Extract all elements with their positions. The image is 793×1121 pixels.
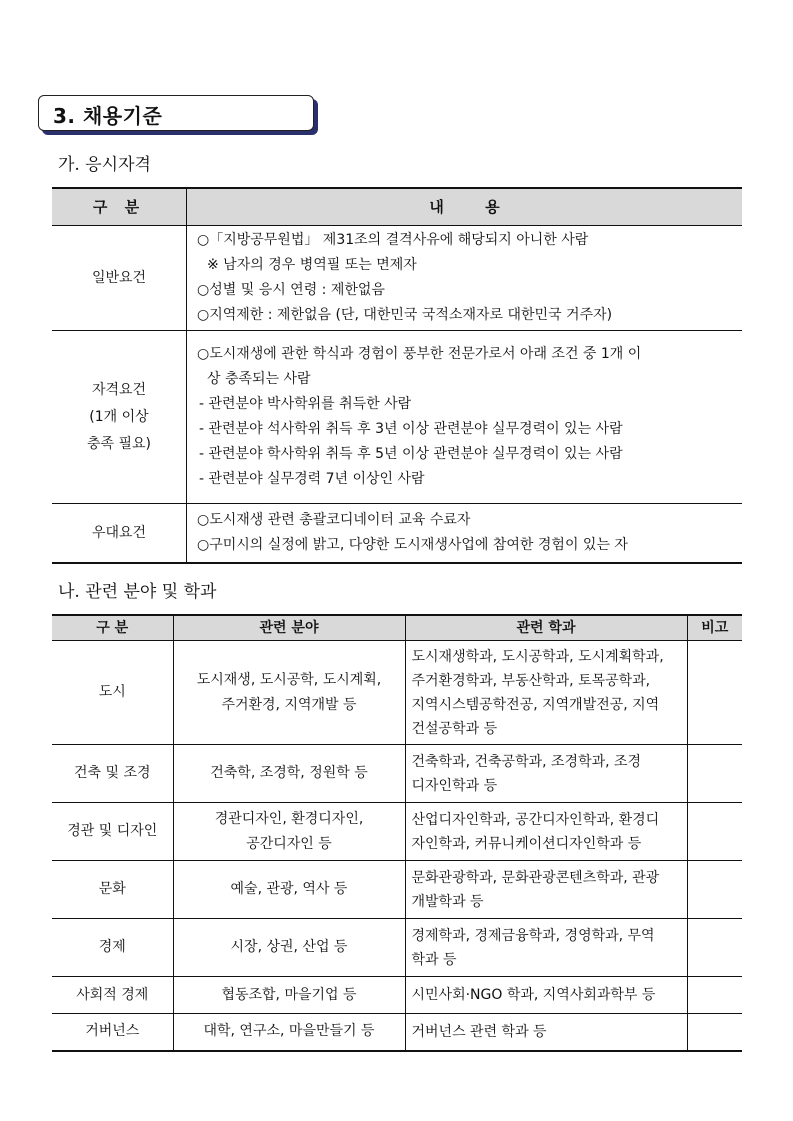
row-category: 경관 및 디자인 [52,803,173,861]
section-heading [53,100,162,129]
dept-line: 건설공학과 등 [411,720,498,737]
row-category [52,504,187,564]
related-fields-table [52,614,742,1052]
row-content [187,504,743,564]
row-field [173,745,405,803]
table-row [52,861,742,919]
subheading-eligibility: 가. 응시자격 [58,155,151,175]
field-line: 공간디자인 등 [246,835,332,852]
row-note [687,803,742,861]
content-line: - 관련분야 석사학위 취득 후 3년 이상 관련분야 실무경력이 있는 사람 [199,421,623,437]
eligibility-table [52,187,742,564]
header-category: 구 분 [52,188,187,226]
content-line: ※ 남자의 경우 병역필 또는 면제자 [207,257,417,273]
table-row [52,745,742,803]
content-line: ○「지방공무원법」 제31조의 결격사유에 해당되지 아니한 사람 [197,232,589,248]
row-note [687,641,742,745]
row-category: 사회적 경제 [52,977,173,1014]
row-note [687,745,742,803]
row-category: 문화 [52,861,173,919]
field-line: 경관디자인, 환경디자인, [214,810,364,827]
dept-line: 문화관광학과, 문화관광콘텐츠학과, 관광 [411,869,660,886]
row-category: 거버넌스 [52,1014,173,1051]
content-line: ○도시재생에 관한 학식과 경험이 풍부한 전문가로서 아래 조건 중 1개 이 [197,346,642,362]
field-line: 협동조합, 마을기업 등 [221,986,357,1003]
row-field [173,803,405,861]
table-row [52,977,742,1014]
field-line: 시장, 상권, 산업 등 [230,939,348,955]
table-row [52,504,742,564]
table-header-row [52,188,742,226]
header-department: 관련 학과 [405,615,687,641]
row-category: 건축 및 조경 [52,745,173,803]
header-category: 구 분 [52,615,173,641]
table-row [52,641,742,745]
table-row [52,1014,742,1051]
content-line: ○지역제한 : 제한없음 (단, 대한민국 국적소재자로 대한민국 거주자) [197,307,613,323]
row-note [687,919,742,977]
row-category [52,226,187,331]
dept-line: 주거환경학과, 부동산학과, 토목공학과, [411,672,651,689]
header-content: 내 용 [187,188,743,226]
row-category: 도시 [52,641,173,745]
row-note [687,1014,742,1051]
dept-line: 개발학과 등 [411,893,484,910]
row-department [405,861,687,919]
header-note: 비고 [687,615,742,641]
content-line: - 관련분야 학사학위 취득 후 5년 이상 관련분야 실무경력이 있는 사람 [199,446,623,462]
row-content [187,331,743,504]
dept-line: 건축학과, 건축공학과, 조경학과, 조경 [411,753,642,770]
dept-line: 지역시스템공학전공, 지역개발전공, 지역 [411,696,660,713]
category-line: (1개 이상 [89,408,149,425]
subheading-related-fields: 나. 관련 분야 및 학과 [58,582,217,602]
row-field [173,1014,405,1051]
row-department [405,803,687,861]
dept-line: 산업디자인학과, 공간디자인학과, 환경디 [411,811,660,828]
category-line: 우대요건 [91,524,147,541]
field-line: 주거환경, 지역개발 등 [221,696,357,713]
content-line: ○구미시의 실정에 밝고, 다양한 도시재생사업에 참여한 경험이 있는 자 [197,537,628,553]
row-field [173,641,405,745]
dept-line: 자인학과, 커뮤니케이션디자인학과 등 [411,835,642,852]
dept-line: 학과 등 [411,951,457,968]
dept-line: 시민사회·NGO 학과, 지역사회과학부 등 [411,987,656,1003]
dept-line: 거버넌스 관련 학과 등 [411,1023,547,1040]
row-field [173,919,405,977]
row-category: 경제 [52,919,173,977]
header-field: 관련 분야 [173,615,405,641]
row-department [405,641,687,745]
content-line: ○성별 및 응시 연령 : 제한없음 [197,282,385,298]
row-department [405,745,687,803]
content-line: - 관련분야 실무경력 7년 이상인 사람 [199,471,425,487]
content-line: - 관련분야 박사학위를 취득한 사람 [199,396,412,412]
section-heading-box [38,95,314,131]
field-line: 예술, 관광, 역사 등 [230,881,348,897]
field-line: 도시재생, 도시공학, 도시계획, [196,671,382,688]
row-note [687,977,742,1014]
table-row [52,803,742,861]
dept-line: 디자인학과 등 [411,777,498,794]
row-department [405,1014,687,1051]
category-line: 자격요건 [91,381,147,398]
row-content [187,226,743,331]
dept-line: 도시재생학과, 도시공학과, 도시계획학과, [411,648,664,665]
section-title: 채용기준 [82,104,163,128]
row-department [405,919,687,977]
table-row [52,919,742,977]
row-department [405,977,687,1014]
dept-line: 경제학과, 경제금융학과, 경영학과, 무역 [411,927,655,944]
row-field [173,977,405,1014]
content-line: 상 충족되는 사람 [207,371,311,387]
category-line: 일반요건 [91,269,147,286]
row-note [687,861,742,919]
table-header-row [52,615,742,641]
row-category [52,331,187,504]
content-line: ○도시재생 관련 총괄코디네이터 교육 수료자 [197,512,471,528]
field-line: 대학, 연구소, 마을만들기 등 [203,1023,375,1040]
section-number: 3. [53,104,76,128]
table-row [52,331,742,504]
table-row [52,226,742,331]
row-field [173,861,405,919]
field-line: 건축학, 조경학, 정원학 등 [210,765,368,781]
category-line: 충족 필요) [86,435,151,452]
